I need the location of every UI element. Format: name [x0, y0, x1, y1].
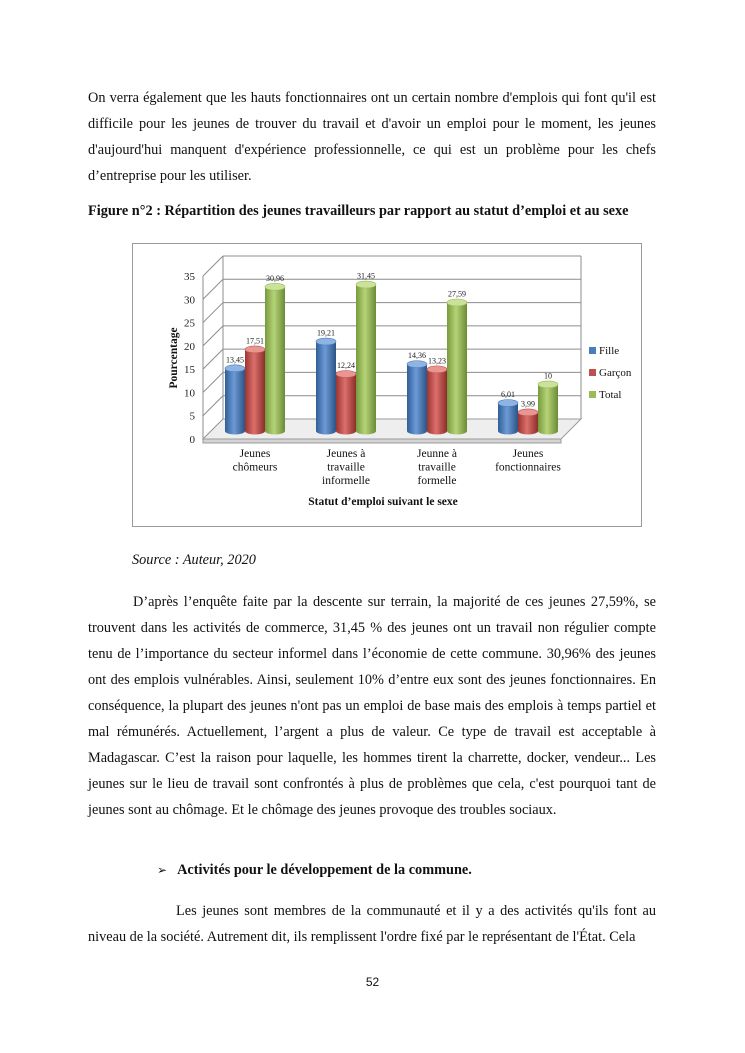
category-label-line: Jeunes à	[326, 448, 366, 460]
closing-paragraph: Les jeunes sont membres de la communauté et il y a des activités qu'ils font au niveau de la société. Autrement dit, ils remplissent l'ordre fixé par le représentant de l'État. Cela	[88, 903, 656, 945]
bar-body	[225, 368, 245, 434]
data-label-fille-2: 14,36	[408, 351, 426, 361]
category-label-line: formelle	[417, 475, 457, 487]
bar-body	[407, 364, 427, 434]
gridline-side	[203, 326, 223, 346]
category-label-line: Jeunes	[239, 448, 271, 460]
intro-paragraph: On verra également que les hauts fonctionnaires ont un certain nombre d'emplois qui font qu'il est difficile pour les jeunes de trouver du travail et d'avoir un emploi pour le moment, les jeunes d'aujourd'hui manquent d'expérience professionnelle, ce qui est un problème pour les chefs d’entreprise pour les utiliser.	[88, 90, 656, 184]
bar-body	[336, 374, 356, 435]
x-axis-title: Statut d’emploi suivant le sexe	[308, 496, 458, 508]
gridline-side	[203, 349, 223, 369]
bar-body	[265, 287, 285, 435]
gridline-side	[203, 256, 223, 276]
gridline-side	[203, 303, 223, 323]
bar-top	[407, 361, 427, 368]
bar-top	[316, 338, 336, 345]
bar-top	[498, 400, 518, 407]
bar-garcon-2	[427, 366, 447, 435]
bar-top	[518, 409, 538, 416]
data-label-fille-1: 19,21	[317, 328, 335, 338]
bar-body	[356, 285, 376, 435]
y-tick-label: 35	[184, 271, 195, 283]
category-label-line: informelle	[322, 475, 370, 487]
legend-layer	[589, 345, 632, 401]
category-label-line: Jeunes	[512, 448, 544, 460]
bar-top	[245, 346, 265, 353]
category-label-line: chômeurs	[232, 461, 278, 474]
category-label-line: fonctionnaires	[495, 461, 561, 474]
bar-garcon-3	[518, 409, 538, 435]
y-tick-label: 10	[184, 387, 195, 400]
bar-fille-0	[225, 365, 245, 435]
y-axis-title: Pourcentage	[168, 327, 180, 389]
data-label-fille-3: 6,01	[501, 390, 515, 400]
analysis-paragraph: D’après l’enquête faite par la descente sur terrain, la majorité de ces jeunes 27,59%, se trouvent dans les activités de commerce, 31,45 % des jeunes ont un travail non régulier compte tenu de l’importance du secteur informel dans l’économie de cette commune. 30,96% des jeunes ont des emplois vulnérables. Ainsi, seulement 10% d’entre eux sont des jeunes fonctionnaires. En conséquence, la plupart des jeunes n'ont pas un emploi de base mais des emplois à temps partiel et mal rémunérés. Actuellement, l’argent a plus de valeur. Ce type de travail est acceptable à Madagascar. C’est la raison pour laquelle, les hommes tirent la charrette, docker, vendeur... Les jeunes sur le lieu de travail sont confrontés à plus de problèmes que cela, c'est pourquoi tant de jeunes sont au chômage. Et le chômage des jeunes provoque des troubles sociaux.	[88, 594, 656, 818]
y-tick-label: 20	[184, 340, 195, 353]
bar-top	[538, 381, 558, 388]
chart-floor-front	[203, 439, 561, 443]
category-label-1	[322, 448, 370, 487]
category-label-0	[233, 448, 278, 474]
bar-chart	[133, 244, 641, 526]
bar-top	[447, 299, 467, 306]
bar-garcon-0	[245, 346, 265, 435]
data-label-total-2: 27,59	[448, 289, 466, 299]
bar-fille-1	[316, 338, 336, 434]
data-label-garcon-3: 3,99	[521, 399, 535, 409]
section-heading	[157, 862, 472, 879]
category-label-3	[495, 448, 561, 474]
section-heading-text: Activités pour le développement de la commune.	[177, 862, 472, 878]
data-label-garcon-1: 12,24	[337, 360, 355, 370]
bar-body	[427, 369, 447, 434]
category-label-line: Jeunne à	[417, 448, 457, 460]
bar-fille-3	[498, 400, 518, 435]
bar-body	[447, 303, 467, 435]
bar-top	[356, 281, 376, 288]
data-label-fille-0: 13,45	[226, 355, 244, 365]
category-label-line: travaille	[418, 461, 456, 474]
bar-fille-2	[407, 361, 427, 435]
chart-frame	[132, 243, 642, 527]
figure-source: Source : Auteur, 2020	[132, 552, 256, 568]
bar-total-0	[265, 283, 285, 434]
data-label-garcon-2: 13,23	[428, 356, 446, 366]
y-tick-label: 15	[184, 364, 195, 377]
y-tick-label: 25	[184, 317, 195, 330]
bar-body	[245, 349, 265, 434]
bar-total-2	[447, 299, 467, 434]
legend-swatch-fille	[589, 347, 596, 354]
page-number: 52	[365, 975, 380, 989]
bar-top	[225, 365, 245, 372]
data-label-garcon-0: 17,51	[246, 336, 264, 346]
y-tick-label: 0	[189, 434, 195, 446]
gridline-side	[203, 372, 223, 392]
legend-label-fille: Fille	[599, 345, 620, 357]
legend-swatch-garcon	[589, 369, 596, 376]
bar-top	[265, 283, 285, 290]
y-tick-label: 5	[189, 410, 195, 423]
gridline-side	[203, 396, 223, 416]
bars-layer	[225, 281, 558, 434]
legend-swatch-total	[589, 391, 596, 398]
arrowhead-bullet-icon: ➢	[157, 863, 168, 877]
bar-body	[538, 384, 558, 434]
legend-label-garcon: Garçon	[599, 367, 632, 379]
category-label-line: travaille	[327, 461, 365, 474]
data-label-total-3: 10	[544, 371, 552, 381]
bar-top	[336, 370, 356, 377]
bar-body	[498, 403, 518, 434]
data-label-total-1: 31,45	[357, 271, 375, 281]
gridline-side	[203, 279, 223, 299]
category-label-2	[417, 448, 457, 487]
y-tick-label: 30	[184, 294, 195, 307]
figure-title: Figure n°2 : Répartition des jeunes travailleurs par rapport au statut d’emploi et au sexe	[88, 203, 629, 219]
legend-label-total: Total	[599, 389, 622, 401]
bar-garcon-1	[336, 370, 356, 434]
bar-body	[316, 342, 336, 435]
data-label-total-0: 30,96	[266, 273, 284, 283]
bar-total-3	[538, 381, 558, 435]
bar-total-1	[356, 281, 376, 434]
bar-top	[427, 366, 447, 373]
